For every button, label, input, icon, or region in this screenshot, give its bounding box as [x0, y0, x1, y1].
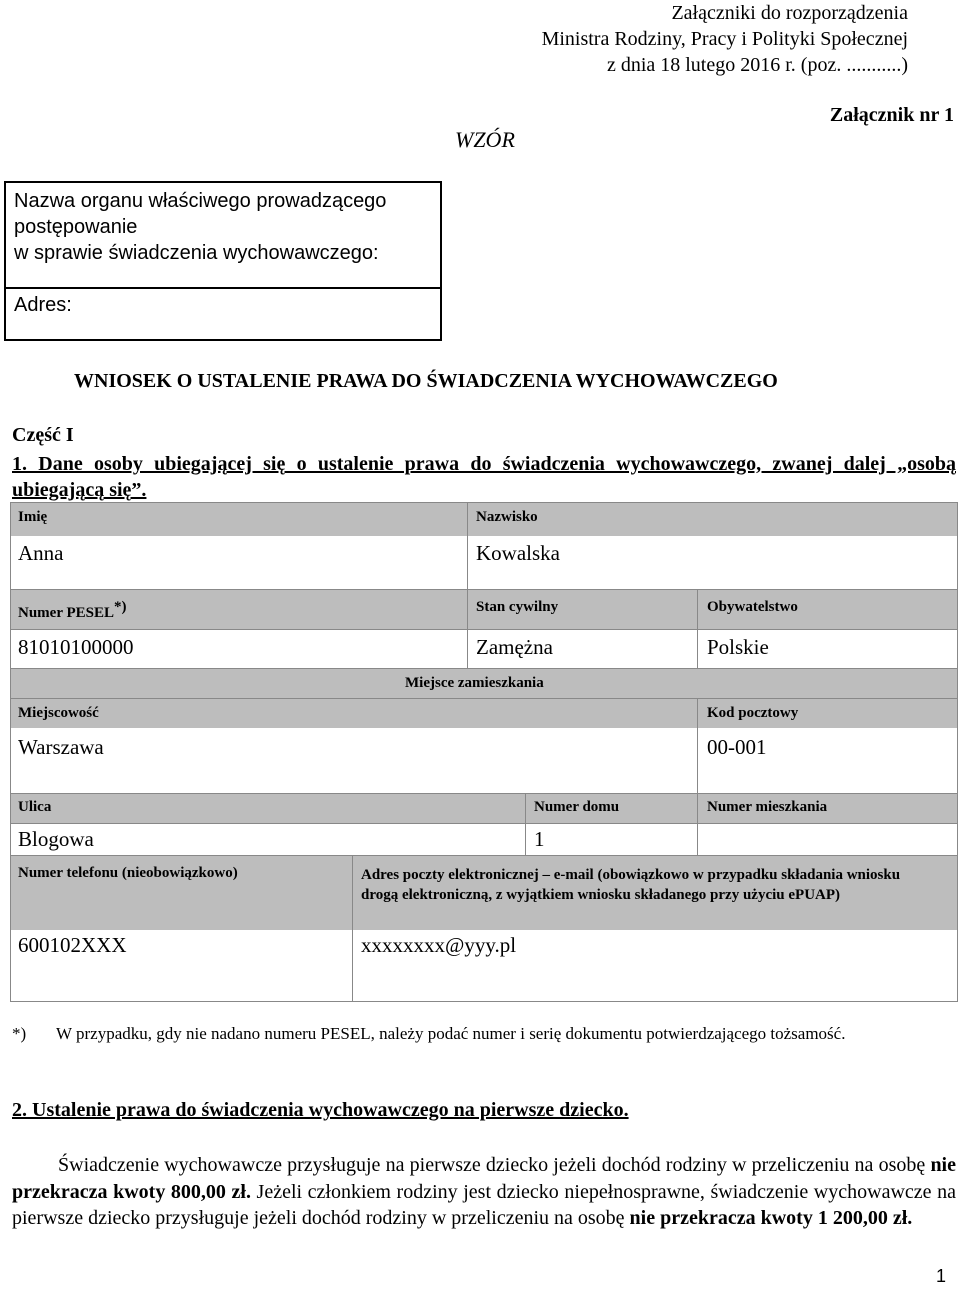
paragraph-text-1: Świadczenie wychowawcze przysługuje na pierwsze dziecko jeżeli dochód rodziny w przeliczeniu na osobę: [58, 1154, 931, 1176]
paragraph-bold-1: nie przekracza kwoty 800,00 zł.: [12, 1154, 956, 1203]
header-line-2: Ministra Rodziny, Pracy i Polityki Społecznej: [541, 28, 908, 50]
marital-status-label: Stan cywilny: [476, 599, 559, 615]
marital-status-field[interactable]: Zamężna: [476, 635, 553, 659]
phone-label: Numer telefonu (nieobowiązkowo): [18, 865, 238, 881]
header-line-1: Załączniki do rozporządzenia: [671, 2, 908, 24]
email-label: Adres poczty elektronicznej – e-mail (obowiązkowo w przypadku składania wniosku drogą elektroniczną, z wyjątkiem wniosku składanego przy użyciu ePUAP): [361, 867, 901, 903]
house-number-field[interactable]: 1: [534, 827, 545, 851]
page-number: 1: [935, 1266, 946, 1286]
postal-code-field[interactable]: 00-001: [707, 735, 767, 759]
paragraph-bold-2: nie przekracza kwoty 1 200,00 zł.: [629, 1207, 913, 1229]
first-name-field[interactable]: Anna: [18, 541, 64, 565]
footnote-text: W przypadku, gdy nie nadano numeru PESEL, należy podać numer i serię dokumentu potwierdzającego tożsamość.: [56, 1024, 846, 1043]
house-number-label: Numer domu: [534, 799, 620, 815]
footnote: [12, 1024, 845, 1044]
last-name-field[interactable]: Kowalska: [476, 541, 560, 565]
phone-field[interactable]: 600102XXX: [18, 933, 127, 957]
pesel-label: [18, 599, 126, 622]
applicant-form: [10, 502, 958, 1002]
regulation-header: [542, 0, 908, 78]
authority-label-3: w sprawie świadczenia wychowawczego:: [14, 242, 379, 264]
postal-code-label: Kod pocztowy: [707, 705, 799, 721]
street-field[interactable]: Blogowa: [18, 827, 94, 851]
authority-label-1: Nazwa organu właściwego prowadzącego: [14, 190, 387, 212]
apartment-number-label: Numer mieszkania: [707, 799, 828, 815]
pesel-footnote-mark: *): [113, 599, 127, 615]
pesel-label-text: Numer PESEL: [18, 605, 114, 621]
section-2-heading: 2. Ustalenie prawa do świadczenia wychowawczego na pierwsze dziecko.: [12, 1099, 629, 1121]
form-title: WNIOSEK O USTALENIE PRAWA DO ŚWIADCZENIA WYCHOWAWCZEGO: [74, 370, 778, 392]
street-label: Ulica: [18, 799, 52, 815]
header-line-3: z dnia 18 lutego 2016 r. (poz. ...........): [606, 54, 908, 76]
residence-label: Miejsce zamieszkania: [405, 675, 544, 691]
last-name-label: Nazwisko: [476, 509, 538, 525]
paragraph-text-2: Jeżeli członkiem rodziny jest dziecko niepełnosprawne, świadczenie wychowawcze na pierwsze dziecko przysługuje jeżeli dochód rodziny w przeliczeniu na osobę: [12, 1180, 956, 1229]
footnote-mark: *): [12, 1024, 27, 1043]
eligibility-paragraph: [12, 1152, 956, 1232]
first-name-label: Imię: [18, 509, 48, 525]
citizenship-label: Obywatelstwo: [707, 599, 798, 615]
address-label: Adres:: [14, 294, 72, 316]
part-heading: Część I: [12, 424, 74, 446]
attachment-number: Załącznik nr 1: [829, 104, 954, 126]
authority-address-field[interactable]: [6, 289, 440, 322]
authority-box: [4, 181, 442, 341]
city-field[interactable]: Warszawa: [18, 735, 104, 759]
citizenship-field[interactable]: Polskie: [707, 635, 769, 659]
email-field[interactable]: xxxxxxxx@yyy.pl: [361, 933, 517, 957]
template-label: WZÓR: [455, 127, 515, 152]
authority-label-2: postępowanie: [14, 216, 138, 238]
authority-name-field[interactable]: [6, 183, 440, 289]
pesel-field[interactable]: 81010100000: [18, 635, 134, 659]
city-label: Miejscowość: [18, 705, 99, 721]
section-1-heading: 1. Dane osoby ubiegającej się o ustalenie prawa do świadczenia wychowawczego, zwanej dalej „osobą ubiegającą się”.: [12, 453, 956, 501]
